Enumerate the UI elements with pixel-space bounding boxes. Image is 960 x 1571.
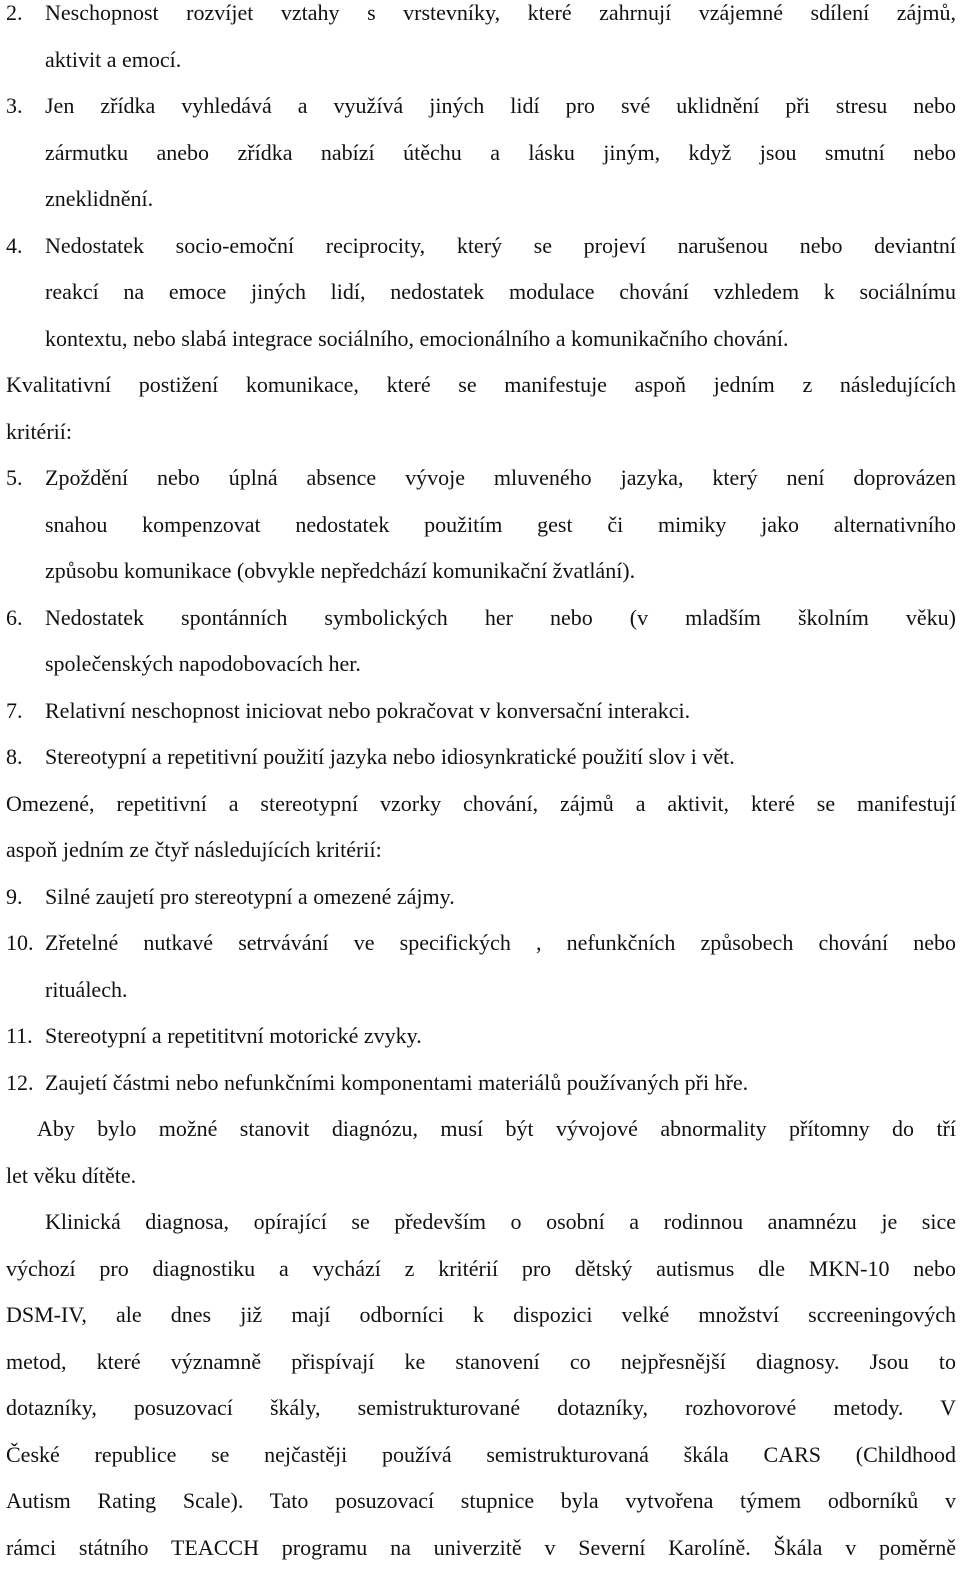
- list-item-text: Silné zaujetí pro stereotypní a omezené zájmy.: [45, 884, 455, 909]
- text-line: [0, 1060, 960, 1106]
- list-number: 10.: [6, 930, 34, 955]
- text-line: [0, 37, 960, 83]
- text-line: [0, 874, 960, 920]
- text-line: [0, 1385, 960, 1431]
- list-item-continuation: společenských napodobovacích her.: [45, 651, 361, 676]
- list-item-continuation: aktivit a emocí.: [45, 47, 182, 72]
- paragraph-line: České republice se nejčastěji používá semistrukturovaná škála CARS (Childhood: [6, 1442, 956, 1467]
- list-item-continuation: zneklidnění.: [45, 186, 154, 211]
- list-number: 9.: [6, 884, 23, 909]
- text-line: [0, 1153, 960, 1199]
- list-number: 3.: [6, 93, 23, 118]
- text-line: [0, 641, 960, 687]
- text-line: [0, 967, 960, 1013]
- text-line: [0, 1246, 960, 1292]
- list-number: 5.: [6, 465, 23, 490]
- paragraph-line: Autism Rating Scale). Tato posuzovací stupnice byla vytvořena týmem odborníků v: [6, 1488, 956, 1513]
- paragraph-line: metod, které významně přispívají ke stanovení co nejpřesnější diagnosy. Jsou to: [6, 1349, 956, 1374]
- text-line: [0, 920, 960, 966]
- list-number: 11.: [6, 1023, 33, 1048]
- list-number: 8.: [6, 744, 23, 769]
- list-item-text: Relativní neschopnost iniciovat nebo pokračovat v konversační interakci.: [45, 698, 691, 723]
- text-line: [0, 176, 960, 222]
- text-line: [0, 548, 960, 594]
- list-number: 6.: [6, 605, 23, 630]
- paragraph-line: aspoň jedním ze čtyř následujících kritérií:: [6, 837, 382, 862]
- text-line: [0, 1013, 960, 1059]
- paragraph-line: Kvalitativní postižení komunikace, které se manifestuje aspoň jedním z následujících: [6, 372, 956, 397]
- text-line: [0, 688, 960, 734]
- list-number: 7.: [6, 698, 23, 723]
- text-line: [0, 269, 960, 315]
- text-line: [0, 502, 960, 548]
- list-item-continuation: způsobu komunikace (obvykle nepředchází komunikační žvatlání).: [45, 558, 636, 583]
- text-line: [0, 1525, 960, 1571]
- text-line: [0, 1292, 960, 1338]
- list-number: 2.: [6, 0, 23, 25]
- text-line: [0, 781, 960, 827]
- paragraph-line: rámci státního TEACCH programu na univerzitě v Severní Karolíně. Škála v poměrně: [6, 1535, 956, 1560]
- paragraph-line: Klinická diagnosa, opírající se především o osobní a rodinnou anamnézu je sice: [45, 1209, 956, 1234]
- list-number: 12.: [6, 1070, 34, 1095]
- text-line: [0, 130, 960, 176]
- text-line: [0, 1199, 960, 1245]
- list-item-text: Nedostatek socio-emoční reciprocity, který se projeví narušenou nebo deviantní: [45, 233, 956, 258]
- text-line: [0, 1106, 960, 1152]
- paragraph-line: Aby bylo možné stanovit diagnózu, musí být vývojové abnormality přítomny do tří: [37, 1116, 956, 1141]
- text-line: [0, 223, 960, 269]
- list-item-text: Stereotypní a repetititvní motorické zvyky.: [45, 1023, 422, 1048]
- text-line: [0, 595, 960, 641]
- list-item-continuation: kontextu, nebo slabá integrace sociálního, emocionálního a komunikačního chování.: [45, 326, 789, 351]
- paragraph-line: výchozí pro diagnostiku a vychází z kritérií pro dětský autismus dle MKN-10 nebo: [6, 1256, 956, 1281]
- list-item-continuation: zármutku anebo zřídka nabízí útěchu a lásku jiným, když jsou smutní nebo: [45, 140, 956, 165]
- list-item-text: Nedostatek spontánních symbolických her nebo (v mladším školním věku): [45, 605, 956, 630]
- text-line: [0, 409, 960, 455]
- text-line: [0, 0, 960, 36]
- paragraph-line: let věku dítěte.: [6, 1163, 137, 1188]
- text-line: [0, 1339, 960, 1385]
- text-line: [0, 83, 960, 129]
- paragraph-line: DSM-IV, ale dnes již mají odborníci k dispozici velké množství sccreeningových: [6, 1302, 956, 1327]
- list-item-continuation: reakcí na emoce jiných lidí, nedostatek modulace chování vzhledem k sociálnímu: [45, 279, 956, 304]
- text-line: [0, 316, 960, 362]
- list-item-text: Jen zřídka vyhledává a využívá jiných lidí pro své uklidnění při stresu nebo: [45, 93, 956, 118]
- paragraph-line: kritérií:: [6, 419, 72, 444]
- text-line: [0, 827, 960, 873]
- paragraph-line: Omezené, repetitivní a stereotypní vzorky chování, zájmů a aktivit, které se manifestují: [6, 791, 956, 816]
- list-number: 4.: [6, 233, 23, 258]
- list-item-text: Zřetelné nutkavé setrvávání ve specifických , nefunkčních způsobech chování nebo: [45, 930, 956, 955]
- list-item-continuation: rituálech.: [45, 977, 128, 1002]
- text-line: [0, 1432, 960, 1478]
- text-line: [0, 362, 960, 408]
- list-item-text: Zaujetí částmi nebo nefunkčními komponentami materiálů používaných při hře.: [45, 1070, 749, 1095]
- list-item-continuation: snahou kompenzovat nedostatek použitím gest či mimiky jako alternativního: [45, 512, 956, 537]
- list-item-text: Stereotypní a repetitivní použití jazyka nebo idiosynkratické použití slov i vět.: [45, 744, 735, 769]
- text-line: [0, 455, 960, 501]
- list-item-text: Zpoždění nebo úplná absence vývoje mluveného jazyka, který není doprovázen: [45, 465, 956, 490]
- text-line: [0, 1478, 960, 1524]
- list-item-text: Neschopnost rozvíjet vztahy s vrstevníky, které zahrnují vzájemné sdílení zájmů,: [45, 0, 956, 25]
- text-line: [0, 734, 960, 780]
- paragraph-line: dotazníky, posuzovací škály, semistrukturované dotazníky, rozhovorové metody. V: [6, 1395, 956, 1420]
